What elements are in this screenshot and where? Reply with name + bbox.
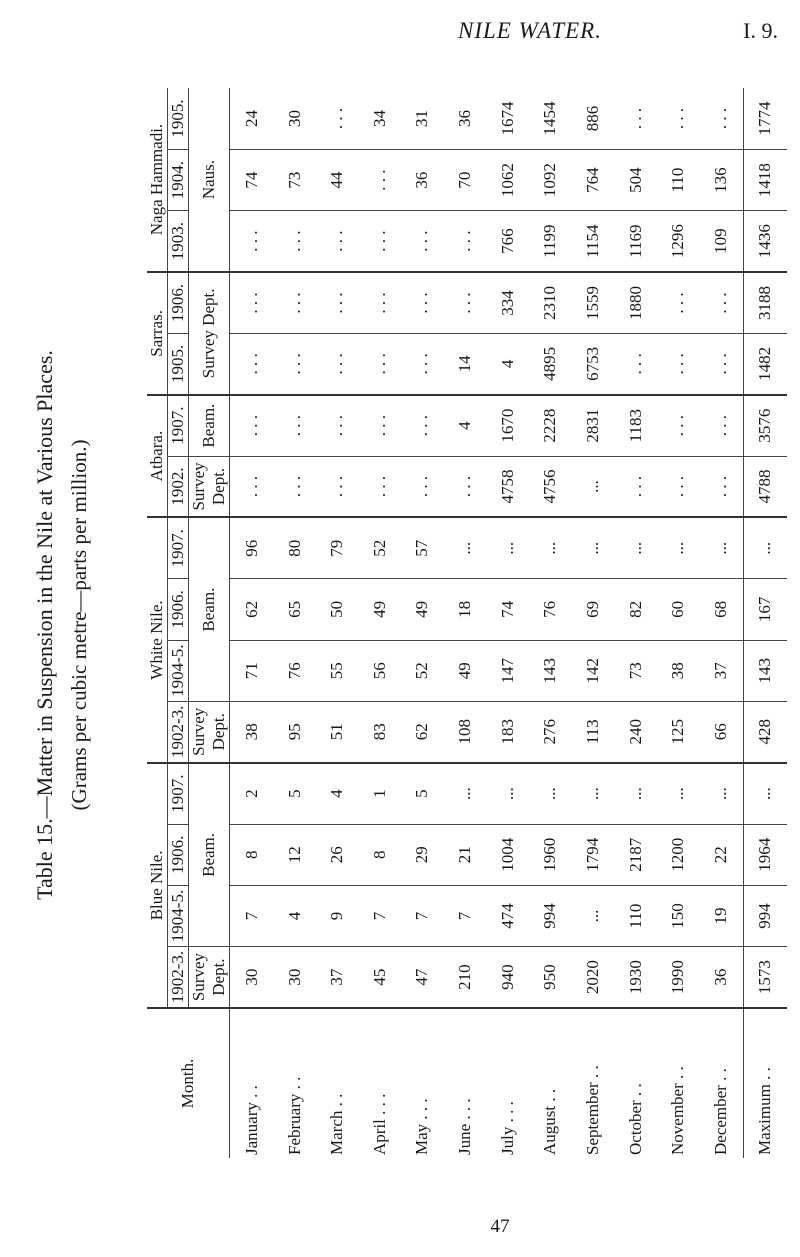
year-header: 1903. <box>168 211 189 272</box>
table-row <box>273 88 316 1158</box>
value-cell: 4 <box>444 395 487 456</box>
value-cell: 83 <box>358 701 401 762</box>
value-cell: 2228 <box>529 395 572 456</box>
value-cell: 334 <box>486 272 529 333</box>
value-cell: 95 <box>273 701 316 762</box>
value-cell: 52 <box>401 640 444 701</box>
value-cell: 143 <box>529 640 572 701</box>
value-cell: 37 <box>699 640 743 701</box>
value-cell: 6753 <box>572 333 615 394</box>
value-cell: 74 <box>486 579 529 640</box>
value-cell: 1200 <box>657 824 700 885</box>
value-cell: 7 <box>444 885 487 946</box>
value-cell: 136 <box>699 149 743 210</box>
value-cell: 8 <box>358 824 401 885</box>
value-cell: 12 <box>273 824 316 885</box>
value-cell: 79 <box>316 517 359 578</box>
source-header: Beam. <box>189 395 230 456</box>
value-cell: 2831 <box>572 395 615 456</box>
value-cell: . . . <box>316 395 359 456</box>
value-cell: . . . <box>316 272 359 333</box>
value-cell: 1062 <box>486 149 529 210</box>
value-cell: 886 <box>572 88 615 149</box>
value-cell: 1296 <box>657 211 700 272</box>
value-cell: 3576 <box>743 395 787 456</box>
value-cell: 45 <box>358 947 401 1008</box>
value-cell: . . . <box>273 211 316 272</box>
value-cell: 2020 <box>572 947 615 1008</box>
running-head-title: NILE WATER. <box>458 18 602 43</box>
value-cell: 110 <box>657 149 700 210</box>
value-cell: 2187 <box>614 824 657 885</box>
value-cell: . . . <box>273 272 316 333</box>
value-cell: ... <box>572 885 615 946</box>
table-row <box>316 88 359 1158</box>
value-cell: . . . <box>614 88 657 149</box>
value-cell: 38 <box>230 701 274 762</box>
month-cell: November . . <box>668 1066 688 1155</box>
value-cell: 147 <box>486 640 529 701</box>
value-cell: 37 <box>316 947 359 1008</box>
value-cell: 950 <box>529 947 572 1008</box>
value-cell: . . . <box>230 333 274 394</box>
year-header: 1906. <box>168 824 189 885</box>
value-cell: 4 <box>316 763 359 824</box>
month-cell: May . . . <box>412 1098 432 1155</box>
value-cell: 71 <box>230 640 274 701</box>
value-cell: 1930 <box>614 947 657 1008</box>
value-cell: 1183 <box>614 395 657 456</box>
value-cell: . . . <box>316 88 359 149</box>
value-cell: 1670 <box>486 395 529 456</box>
value-cell: 276 <box>529 701 572 762</box>
value-cell: 1199 <box>529 211 572 272</box>
value-cell: 1436 <box>743 211 787 272</box>
value-cell: 4 <box>273 885 316 946</box>
source-header: Naus. <box>189 88 230 272</box>
value-cell: 994 <box>743 885 787 946</box>
source-header: Survey Dept. <box>189 947 230 1008</box>
value-cell: . . . <box>657 333 700 394</box>
running-head-page-ref: I. 9. <box>743 18 778 43</box>
value-cell: 7 <box>230 885 274 946</box>
month-cell: Maximum . . <box>743 1008 787 1158</box>
group-header-atbara: Atbara. <box>147 395 168 518</box>
value-cell: 4756 <box>529 456 572 517</box>
value-cell: ... <box>743 763 787 824</box>
value-cell: 47 <box>401 947 444 1008</box>
value-cell: 49 <box>444 640 487 701</box>
value-cell: . . . <box>230 456 274 517</box>
value-cell: 36 <box>699 947 743 1008</box>
year-header: 1905. <box>168 88 189 149</box>
value-cell: 167 <box>743 579 787 640</box>
value-cell: . . . <box>401 333 444 394</box>
value-cell: 26 <box>316 824 359 885</box>
value-cell: . . . <box>401 211 444 272</box>
value-cell: . . . <box>657 456 700 517</box>
value-cell: 18 <box>444 579 487 640</box>
value-cell: 3188 <box>743 272 787 333</box>
value-cell: . . . <box>230 272 274 333</box>
maximum-row <box>743 88 787 1158</box>
value-cell: 1880 <box>614 272 657 333</box>
group-header-blue-nile: Blue Nile. <box>147 763 168 1008</box>
value-cell: . . . <box>699 88 743 149</box>
year-header: 1902. <box>168 456 189 517</box>
value-cell: 109 <box>699 211 743 272</box>
value-cell: . . . <box>657 88 700 149</box>
table-row <box>444 88 487 1158</box>
value-cell: 76 <box>529 579 572 640</box>
table-row <box>486 88 529 1158</box>
value-cell: 57 <box>401 517 444 578</box>
value-cell: 1154 <box>572 211 615 272</box>
value-cell: 68 <box>699 579 743 640</box>
value-cell: . . . <box>657 272 700 333</box>
value-cell: 9 <box>316 885 359 946</box>
value-cell: . . . <box>444 272 487 333</box>
table-subtitle: (Grams per cubic metre—parts per million.) <box>67 439 91 811</box>
value-cell: 2 <box>230 763 274 824</box>
value-cell: 49 <box>358 579 401 640</box>
value-cell: 50 <box>316 579 359 640</box>
value-cell: 70 <box>444 149 487 210</box>
year-header: 1906. <box>168 272 189 333</box>
value-cell: 240 <box>614 701 657 762</box>
group-header-naga-hammadi: Naga Hammadi. <box>147 88 168 272</box>
table-row <box>699 88 743 1158</box>
value-cell: 31 <box>401 88 444 149</box>
value-cell: 74 <box>230 149 274 210</box>
value-cell: 113 <box>572 701 615 762</box>
year-header: 1902-3. <box>168 947 189 1008</box>
value-cell: 940 <box>486 947 529 1008</box>
value-cell: ... <box>572 763 615 824</box>
value-cell: 4788 <box>743 456 787 517</box>
value-cell: . . . <box>358 211 401 272</box>
value-cell: ... <box>614 517 657 578</box>
value-cell: 1092 <box>529 149 572 210</box>
table-row <box>401 88 444 1158</box>
year-header: 1907. <box>168 395 189 456</box>
value-cell: 60 <box>657 579 700 640</box>
month-cell: April . . . <box>369 1093 389 1155</box>
value-cell: 1482 <box>743 333 787 394</box>
page-folio: 47 <box>490 1216 510 1237</box>
value-cell: . . . <box>699 395 743 456</box>
value-cell: 1418 <box>743 149 787 210</box>
month-header: Month. <box>147 1008 230 1158</box>
value-cell: . . . <box>316 456 359 517</box>
source-header: Survey Dept. <box>189 456 230 517</box>
value-cell: 1674 <box>486 88 529 149</box>
value-cell: 210 <box>444 947 487 1008</box>
value-cell: 125 <box>657 701 700 762</box>
suspension-table-container <box>147 88 787 1158</box>
value-cell: 1454 <box>529 88 572 149</box>
year-header: 1906. <box>168 579 189 640</box>
value-cell: 5 <box>273 763 316 824</box>
value-cell: ... <box>614 763 657 824</box>
value-cell: . . . <box>358 149 401 210</box>
value-cell: 108 <box>444 701 487 762</box>
value-cell: 4758 <box>486 456 529 517</box>
month-cell: September . . <box>582 1065 602 1155</box>
year-header: 1905. <box>168 333 189 394</box>
value-cell: 1774 <box>743 88 787 149</box>
value-cell: 36 <box>444 88 487 149</box>
group-header-sarras: Sarras. <box>147 272 168 395</box>
value-cell: 73 <box>273 149 316 210</box>
value-cell: 21 <box>444 824 487 885</box>
value-cell: . . . <box>401 456 444 517</box>
value-cell: 1169 <box>614 211 657 272</box>
value-cell: 30 <box>273 88 316 149</box>
value-cell: 1 <box>358 763 401 824</box>
value-cell: 51 <box>316 701 359 762</box>
value-cell: 4 <box>486 333 529 394</box>
month-cell: October . . <box>625 1083 645 1155</box>
value-cell: ... <box>486 763 529 824</box>
value-cell: 8 <box>230 824 274 885</box>
value-cell: 52 <box>358 517 401 578</box>
value-cell: 65 <box>273 579 316 640</box>
value-cell: 110 <box>614 885 657 946</box>
value-cell: 96 <box>230 517 274 578</box>
value-cell: . . . <box>273 456 316 517</box>
value-cell: . . . <box>358 456 401 517</box>
source-header: Beam. <box>189 763 230 947</box>
value-cell: 49 <box>401 579 444 640</box>
value-cell: 29 <box>401 824 444 885</box>
value-cell: ... <box>444 763 487 824</box>
value-cell: 24 <box>230 88 274 149</box>
year-header: 1904. <box>168 149 189 210</box>
value-cell: . . . <box>358 272 401 333</box>
value-cell: 1960 <box>529 824 572 885</box>
value-cell: . . . <box>444 456 487 517</box>
value-cell: . . . <box>401 395 444 456</box>
value-cell: ... <box>572 517 615 578</box>
value-cell: . . . <box>401 272 444 333</box>
value-cell: . . . <box>273 333 316 394</box>
value-cell: 764 <box>572 149 615 210</box>
value-cell: . . . <box>230 211 274 272</box>
value-cell: ... <box>657 763 700 824</box>
year-header: 1904-5. <box>168 885 189 946</box>
table-row <box>358 88 401 1158</box>
table-row <box>614 88 657 1158</box>
month-cell: March . . <box>327 1093 347 1155</box>
value-cell: 150 <box>657 885 700 946</box>
value-cell: 80 <box>273 517 316 578</box>
value-cell: ... <box>529 517 572 578</box>
value-cell: 994 <box>529 885 572 946</box>
month-cell: June . . . <box>455 1098 475 1155</box>
table-row <box>230 88 274 1158</box>
value-cell: . . . <box>230 395 274 456</box>
table-row <box>657 88 700 1158</box>
value-cell: 1964 <box>743 824 787 885</box>
year-header: 1904-5. <box>168 640 189 701</box>
value-cell: 73 <box>614 640 657 701</box>
value-cell: 1990 <box>657 947 700 1008</box>
value-cell: . . . <box>699 272 743 333</box>
value-cell: 2310 <box>529 272 572 333</box>
table-row <box>572 88 615 1158</box>
value-cell: . . . <box>316 333 359 394</box>
value-cell: 1573 <box>743 947 787 1008</box>
value-cell: 19 <box>699 885 743 946</box>
value-cell: 14 <box>444 333 487 394</box>
month-cell: January . . <box>241 1085 261 1155</box>
value-cell: 7 <box>358 885 401 946</box>
value-cell: 36 <box>401 149 444 210</box>
suspension-table <box>147 88 787 1158</box>
value-cell: 30 <box>230 947 274 1008</box>
value-cell: 34 <box>358 88 401 149</box>
value-cell: . . . <box>657 395 700 456</box>
value-cell: 56 <box>358 640 401 701</box>
value-cell: 1004 <box>486 824 529 885</box>
value-cell: 38 <box>657 640 700 701</box>
running-head <box>340 18 800 58</box>
value-cell: 183 <box>486 701 529 762</box>
value-cell: . . . <box>316 211 359 272</box>
value-cell: 143 <box>743 640 787 701</box>
value-cell: 5 <box>401 763 444 824</box>
year-header: 1907. <box>168 763 189 824</box>
month-cell: February . . <box>284 1076 304 1155</box>
table-caption <box>28 105 96 1145</box>
value-cell: 22 <box>699 824 743 885</box>
value-cell: ... <box>699 763 743 824</box>
value-cell: . . . <box>273 395 316 456</box>
value-cell: 69 <box>572 579 615 640</box>
source-header: Survey Dept. <box>189 272 230 395</box>
table-caption-area <box>0 90 130 1160</box>
value-cell: . . . <box>614 456 657 517</box>
value-cell: . . . <box>614 333 657 394</box>
value-cell: . . . <box>358 333 401 394</box>
value-cell: ... <box>657 517 700 578</box>
value-cell: ... <box>444 517 487 578</box>
value-cell: 4895 <box>529 333 572 394</box>
value-cell: . . . <box>699 333 743 394</box>
group-header-white-nile: White Nile. <box>147 517 168 762</box>
month-cell: July . . . <box>497 1101 517 1155</box>
value-cell: . . . <box>444 211 487 272</box>
value-cell: 30 <box>273 947 316 1008</box>
value-cell: 1559 <box>572 272 615 333</box>
source-header: Beam. <box>189 517 230 701</box>
value-cell: 82 <box>614 579 657 640</box>
value-cell: . . . <box>699 456 743 517</box>
table-title: Table 15.—Matter in Suspension in the Nile at Various Places. <box>32 350 57 900</box>
year-header: 1902-3. <box>168 701 189 762</box>
value-cell: ... <box>699 517 743 578</box>
value-cell: 142 <box>572 640 615 701</box>
value-cell: 76 <box>273 640 316 701</box>
value-cell: ... <box>529 763 572 824</box>
value-cell: ... <box>486 517 529 578</box>
value-cell: ... <box>743 517 787 578</box>
value-cell: 62 <box>401 701 444 762</box>
value-cell: . . . <box>358 395 401 456</box>
value-cell: 428 <box>743 701 787 762</box>
value-cell: 474 <box>486 885 529 946</box>
month-cell: August . . <box>540 1088 560 1155</box>
value-cell: 766 <box>486 211 529 272</box>
value-cell: 1794 <box>572 824 615 885</box>
value-cell: ... <box>572 456 615 517</box>
month-cell: December . . <box>711 1068 731 1155</box>
table-row <box>529 88 572 1158</box>
value-cell: 62 <box>230 579 274 640</box>
table-body <box>230 88 788 1158</box>
value-cell: 7 <box>401 885 444 946</box>
value-cell: 504 <box>614 149 657 210</box>
year-header: 1907. <box>168 517 189 578</box>
value-cell: 44 <box>316 149 359 210</box>
value-cell: 66 <box>699 701 743 762</box>
value-cell: 55 <box>316 640 359 701</box>
source-header: Survey Dept. <box>189 701 230 762</box>
